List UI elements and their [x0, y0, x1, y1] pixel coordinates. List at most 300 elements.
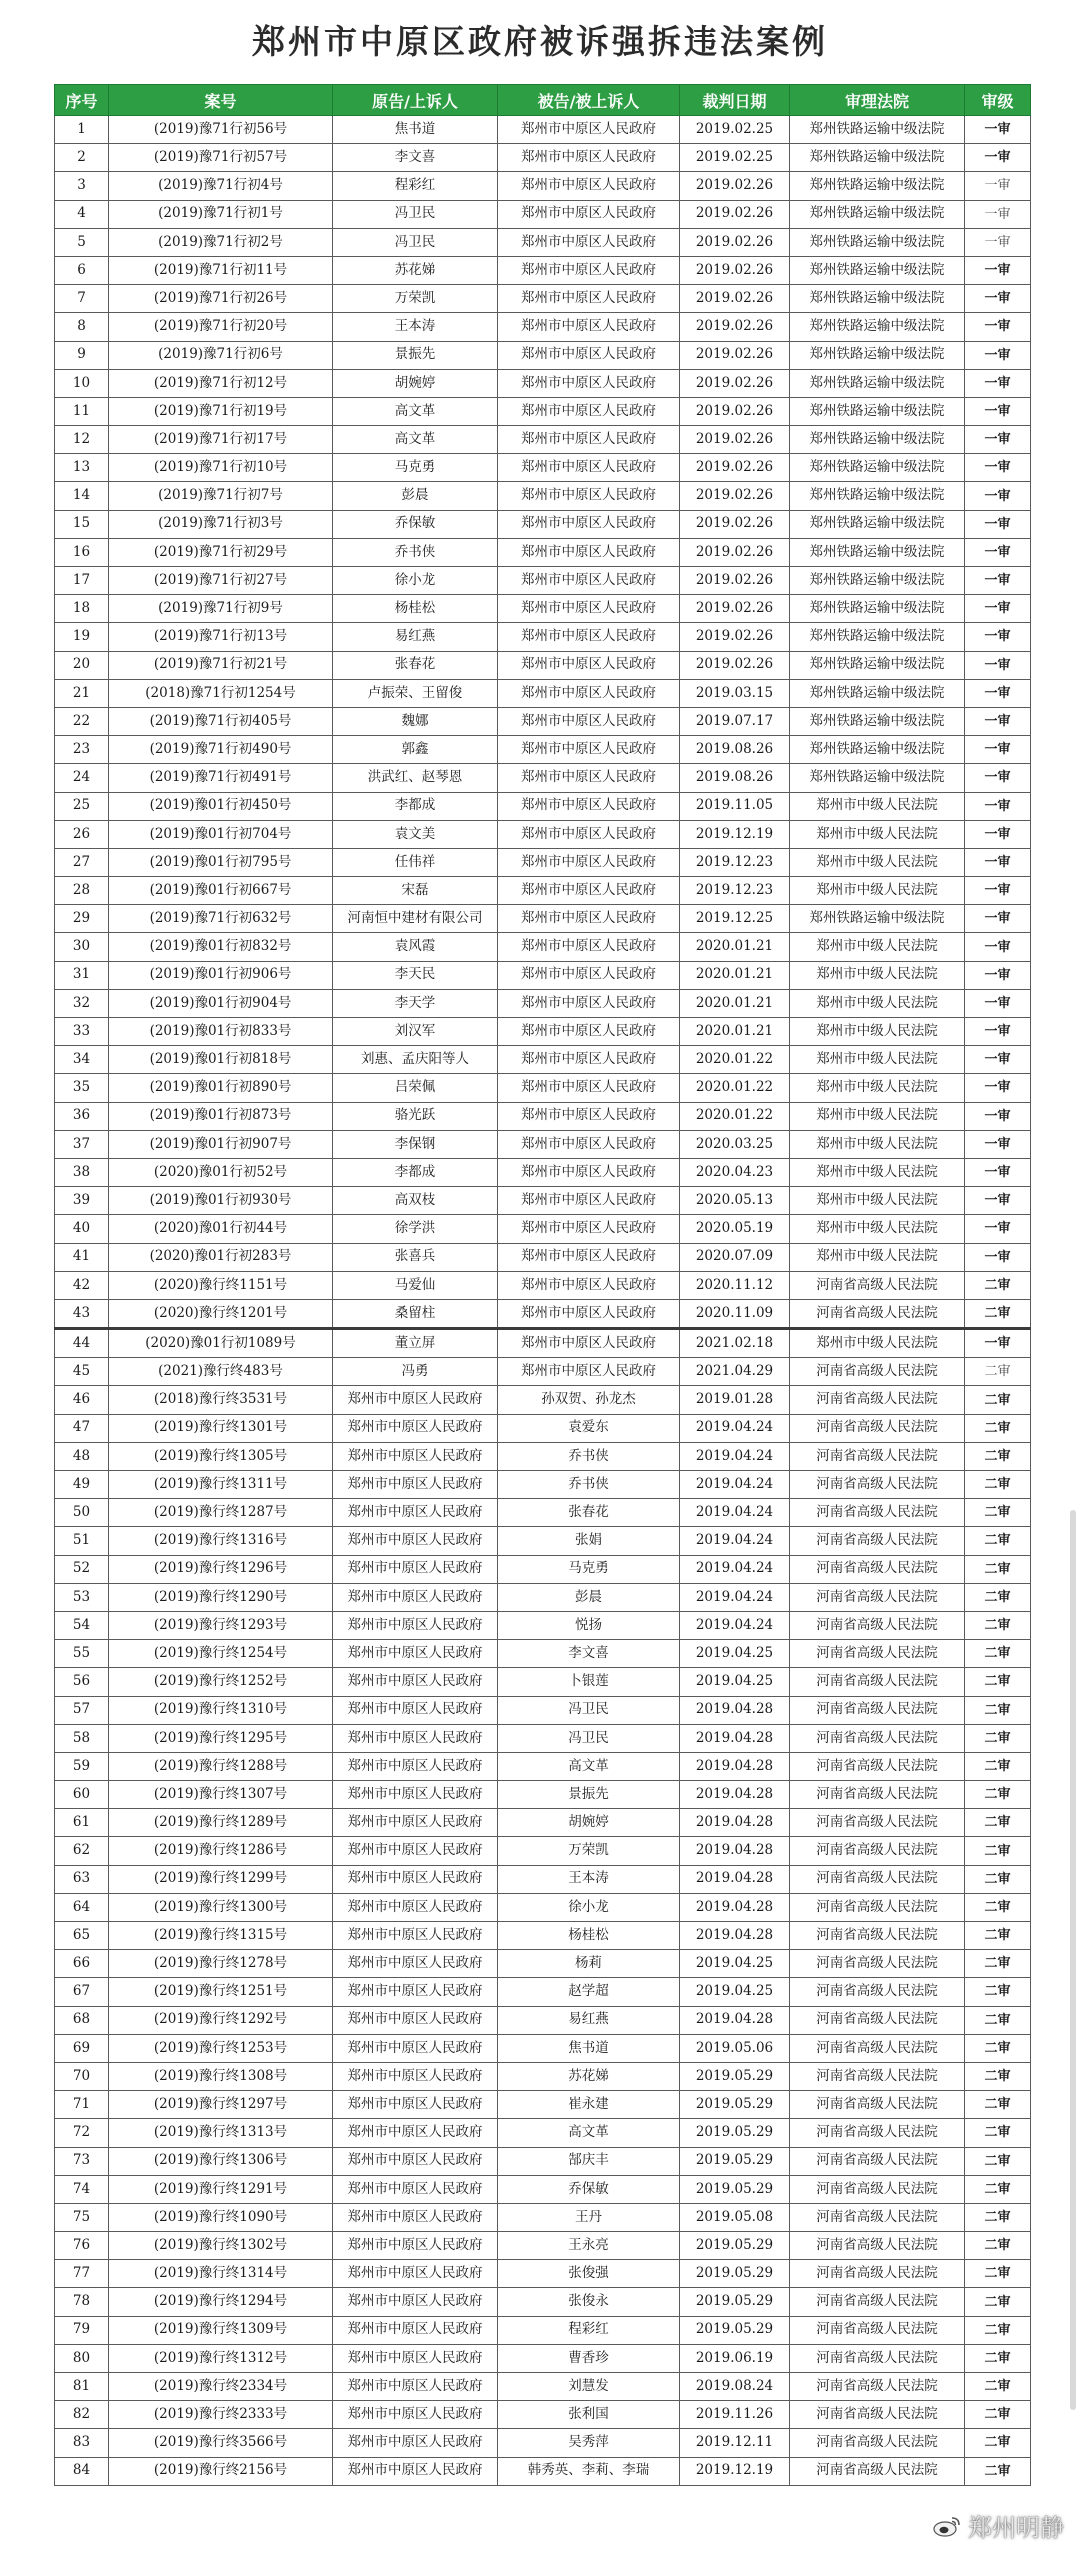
table-row: [55, 2062, 1031, 2090]
cell-defendant: 郑州市中原区人民政府: [498, 736, 680, 764]
cell-court: 河南省高级人民法院: [790, 1583, 965, 1611]
cell-court: 河南省高级人民法院: [790, 1865, 965, 1893]
cell-defendant: 郑州市中原区人民政府: [498, 877, 680, 905]
cell-trial-level: 一审: [965, 933, 1031, 961]
cell-judgment-date: 2020.01.21: [680, 933, 790, 961]
table-row: [55, 1414, 1031, 1442]
cell-index: 11: [55, 397, 109, 425]
cell-plaintiff: 张春花: [333, 651, 498, 679]
cell-trial-level: 一审: [965, 1102, 1031, 1130]
cell-defendant: 崔永建: [498, 2091, 680, 2119]
cell-plaintiff: 郑州市中原区人民政府: [333, 2062, 498, 2090]
cell-court: 河南省高级人民法院: [790, 1271, 965, 1299]
cell-defendant: 吴秀萍: [498, 2429, 680, 2457]
cell-trial-level: 一审: [965, 426, 1031, 454]
cell-plaintiff: 郑州市中原区人民政府: [333, 1414, 498, 1442]
cell-plaintiff: 李文喜: [333, 144, 498, 172]
cell-index: 33: [55, 1018, 109, 1046]
cell-case-number: (2019)豫71行初3号: [109, 510, 333, 538]
table-row: [55, 1471, 1031, 1499]
cell-case-number: (2019)豫71行初19号: [109, 397, 333, 425]
cell-case-number: (2019)豫71行初56号: [109, 116, 333, 144]
cell-judgment-date: 2019.04.25: [680, 1668, 790, 1696]
cell-case-number: (2019)豫01行初873号: [109, 1102, 333, 1130]
cell-case-number: (2020)豫01行初52号: [109, 1158, 333, 1186]
cell-trial-level: 一审: [965, 172, 1031, 200]
cell-court: 河南省高级人民法院: [790, 2203, 965, 2231]
header-trial-level: 审级: [965, 85, 1031, 116]
cell-trial-level: 二审: [965, 2429, 1031, 2457]
cell-judgment-date: 2019.04.24: [680, 1583, 790, 1611]
cell-court: 郑州市中级人民法院: [790, 961, 965, 989]
cell-plaintiff: 郑州市中原区人民政府: [333, 2260, 498, 2288]
cell-defendant: 郑州市中原区人民政府: [498, 228, 680, 256]
cell-case-number: (2019)豫71行初490号: [109, 736, 333, 764]
cell-defendant: 郑州市中原区人民政府: [498, 1102, 680, 1130]
cell-defendant: 王永亮: [498, 2232, 680, 2260]
table-row: [55, 1922, 1031, 1950]
cell-defendant: 苏花娣: [498, 2062, 680, 2090]
cell-defendant: 郑州市中原区人民政府: [498, 623, 680, 651]
cell-case-number: (2019)豫行终1305号: [109, 1442, 333, 1470]
table-row: [55, 369, 1031, 397]
cell-trial-level: 一审: [965, 1046, 1031, 1074]
cell-index: 48: [55, 1442, 109, 1470]
cell-judgment-date: 2020.01.21: [680, 1018, 790, 1046]
table-row: [55, 1668, 1031, 1696]
cell-plaintiff: 李天民: [333, 961, 498, 989]
table-row: [55, 989, 1031, 1017]
cell-index: 1: [55, 116, 109, 144]
cell-trial-level: 一审: [965, 538, 1031, 566]
table-row: [55, 877, 1031, 905]
cell-index: 55: [55, 1640, 109, 1668]
cell-plaintiff: 郑州市中原区人民政府: [333, 2034, 498, 2062]
cell-trial-level: 二审: [965, 1893, 1031, 1921]
cell-trial-level: 二审: [965, 1724, 1031, 1752]
table-row: [55, 792, 1031, 820]
cell-plaintiff: 郑州市中原区人民政府: [333, 1471, 498, 1499]
cell-case-number: (2018)豫71行初1254号: [109, 679, 333, 707]
cell-defendant: 郑州市中原区人民政府: [498, 1074, 680, 1102]
cell-defendant: 刘慧发: [498, 2373, 680, 2401]
cell-judgment-date: 2019.02.26: [680, 454, 790, 482]
cell-court: 河南省高级人民法院: [790, 1837, 965, 1865]
cell-court: 河南省高级人民法院: [790, 1893, 965, 1921]
cell-judgment-date: 2019.04.28: [680, 1837, 790, 1865]
cell-case-number: (2020)豫01行初283号: [109, 1243, 333, 1271]
cell-judgment-date: 2019.05.29: [680, 2091, 790, 2119]
cell-trial-level: 一审: [965, 905, 1031, 933]
cell-judgment-date: 2020.05.19: [680, 1215, 790, 1243]
cell-index: 72: [55, 2119, 109, 2147]
table-header-row: [55, 85, 1031, 116]
table-row: [55, 1243, 1031, 1271]
cell-defendant: 张娟: [498, 1527, 680, 1555]
table-row: [55, 1950, 1031, 1978]
cell-case-number: (2019)豫行终1309号: [109, 2316, 333, 2344]
cell-plaintiff: 郑州市中原区人民政府: [333, 1583, 498, 1611]
cell-case-number: (2019)豫行终1294号: [109, 2288, 333, 2316]
cell-trial-level: 二审: [965, 1781, 1031, 1809]
cell-trial-level: 一审: [965, 313, 1031, 341]
cell-judgment-date: 2019.02.26: [680, 285, 790, 313]
cell-plaintiff: 河南恒中建材有限公司: [333, 905, 498, 933]
cell-case-number: (2019)豫行终1300号: [109, 1893, 333, 1921]
cell-trial-level: 一审: [965, 256, 1031, 284]
cell-judgment-date: 2019.02.26: [680, 397, 790, 425]
cell-defendant: 郑州市中原区人民政府: [498, 961, 680, 989]
cell-trial-level: 一审: [965, 200, 1031, 228]
cell-judgment-date: 2019.04.28: [680, 2006, 790, 2034]
cell-defendant: 乔书侠: [498, 1471, 680, 1499]
cell-judgment-date: 2021.04.29: [680, 1358, 790, 1386]
cell-index: 54: [55, 1611, 109, 1639]
case-table: [54, 84, 1031, 2486]
table-row: [55, 1752, 1031, 1780]
scrollbar[interactable]: [1070, 1510, 1076, 2410]
table-row: [55, 1837, 1031, 1865]
cell-judgment-date: 2019.05.29: [680, 2175, 790, 2203]
cell-index: 40: [55, 1215, 109, 1243]
table-row: [55, 313, 1031, 341]
cell-judgment-date: 2019.02.26: [680, 595, 790, 623]
cell-index: 81: [55, 2373, 109, 2401]
cell-court: 郑州市中级人民法院: [790, 1158, 965, 1186]
table-row: [55, 1018, 1031, 1046]
cell-case-number: (2019)豫71行初405号: [109, 707, 333, 735]
cell-court: 郑州铁路运输中级法院: [790, 567, 965, 595]
cell-index: 38: [55, 1158, 109, 1186]
cell-case-number: (2019)豫71行初12号: [109, 369, 333, 397]
header-judgment-date: 裁判日期: [680, 85, 790, 116]
cell-trial-level: 一审: [965, 877, 1031, 905]
cell-plaintiff: 郑州市中原区人民政府: [333, 2232, 498, 2260]
cell-court: 河南省高级人民法院: [790, 1668, 965, 1696]
cell-index: 27: [55, 848, 109, 876]
cell-trial-level: 二审: [965, 1499, 1031, 1527]
cell-judgment-date: 2019.04.24: [680, 1527, 790, 1555]
cell-defendant: 马克勇: [498, 1555, 680, 1583]
cell-trial-level: 二审: [965, 1752, 1031, 1780]
cell-plaintiff: 乔书侠: [333, 538, 498, 566]
cell-defendant: 郑州市中原区人民政府: [498, 116, 680, 144]
table-row: [55, 256, 1031, 284]
cell-trial-level: 一审: [965, 595, 1031, 623]
table-row: [55, 1130, 1031, 1158]
cell-defendant: 张俊强: [498, 2260, 680, 2288]
cell-defendant: 悦扬: [498, 1611, 680, 1639]
cell-defendant: 郑州市中原区人民政府: [498, 256, 680, 284]
cell-case-number: (2019)豫行终1302号: [109, 2232, 333, 2260]
cell-judgment-date: 2020.11.09: [680, 1299, 790, 1328]
watermark-text: 郑州明静: [968, 2514, 1064, 2542]
cell-defendant: 郑州市中原区人民政府: [498, 792, 680, 820]
cell-defendant: 万荣凯: [498, 1837, 680, 1865]
cell-case-number: (2019)豫71行初11号: [109, 256, 333, 284]
cell-case-number: (2019)豫71行初20号: [109, 313, 333, 341]
cell-court: 郑州铁路运输中级法院: [790, 764, 965, 792]
table-row: [55, 1893, 1031, 1921]
cell-index: 78: [55, 2288, 109, 2316]
cell-index: 83: [55, 2429, 109, 2457]
cell-trial-level: 一审: [965, 454, 1031, 482]
table-row: [55, 1724, 1031, 1752]
cell-judgment-date: 2019.02.26: [680, 256, 790, 284]
table-row: [55, 1158, 1031, 1186]
cell-court: 河南省高级人民法院: [790, 1299, 965, 1328]
header-defendant: 被告/被上诉人: [498, 85, 680, 116]
cell-plaintiff: 高文革: [333, 426, 498, 454]
cell-index: 82: [55, 2401, 109, 2429]
table-row: [55, 1442, 1031, 1470]
cell-trial-level: 二审: [965, 2260, 1031, 2288]
cell-judgment-date: 2019.04.24: [680, 1442, 790, 1470]
cell-defendant: 王本涛: [498, 1865, 680, 1893]
cell-case-number: (2019)豫行终3566号: [109, 2429, 333, 2457]
cell-case-number: (2019)豫71行初2号: [109, 228, 333, 256]
cell-trial-level: 一审: [965, 482, 1031, 510]
cell-plaintiff: 郑州市中原区人民政府: [333, 1922, 498, 1950]
cell-plaintiff: 张喜兵: [333, 1243, 498, 1271]
cell-case-number: (2019)豫行终2156号: [109, 2457, 333, 2485]
cell-plaintiff: 董立屏: [333, 1329, 498, 1358]
cell-court: 河南省高级人民法院: [790, 1442, 965, 1470]
cell-plaintiff: 郑州市中原区人民政府: [333, 2091, 498, 2119]
table-row: [55, 200, 1031, 228]
cell-case-number: (2019)豫01行初906号: [109, 961, 333, 989]
cell-judgment-date: 2019.01.28: [680, 1386, 790, 1414]
cell-trial-level: 二审: [965, 2062, 1031, 2090]
cell-court: 河南省高级人民法院: [790, 1358, 965, 1386]
cell-judgment-date: 2020.05.13: [680, 1187, 790, 1215]
cell-trial-level: 一审: [965, 792, 1031, 820]
cell-court: 郑州铁路运输中级法院: [790, 285, 965, 313]
cell-defendant: 袁爱东: [498, 1414, 680, 1442]
table-row: [55, 1781, 1031, 1809]
cell-case-number: (2020)豫行终1151号: [109, 1271, 333, 1299]
cell-case-number: (2019)豫行终1308号: [109, 2062, 333, 2090]
cell-court: 郑州铁路运输中级法院: [790, 256, 965, 284]
table-row: [55, 2034, 1031, 2062]
cell-judgment-date: 2019.05.29: [680, 2260, 790, 2288]
table-row: [55, 1299, 1031, 1328]
cell-index: 31: [55, 961, 109, 989]
cell-defendant: 郑州市中原区人民政府: [498, 848, 680, 876]
cell-plaintiff: 任伟祥: [333, 848, 498, 876]
cell-judgment-date: 2020.01.22: [680, 1102, 790, 1130]
cell-index: 10: [55, 369, 109, 397]
cell-trial-level: 二审: [965, 1555, 1031, 1583]
cell-index: 62: [55, 1837, 109, 1865]
table-row: [55, 1329, 1031, 1358]
cell-judgment-date: 2019.11.05: [680, 792, 790, 820]
cell-defendant: 乔保敏: [498, 2175, 680, 2203]
table-row: [55, 1555, 1031, 1583]
cell-judgment-date: 2019.11.26: [680, 2401, 790, 2429]
table-row: [55, 1865, 1031, 1893]
table-row: [55, 2091, 1031, 2119]
table-row: [55, 510, 1031, 538]
table-row: [55, 1499, 1031, 1527]
cell-index: 13: [55, 454, 109, 482]
cell-index: 56: [55, 1668, 109, 1696]
cell-judgment-date: 2019.08.24: [680, 2373, 790, 2401]
cell-case-number: (2019)豫行终1278号: [109, 1950, 333, 1978]
cell-plaintiff: 郑州市中原区人民政府: [333, 1442, 498, 1470]
table-row: [55, 426, 1031, 454]
cell-judgment-date: 2019.04.28: [680, 1865, 790, 1893]
cell-defendant: 郑州市中原区人民政府: [498, 510, 680, 538]
cell-index: 3: [55, 172, 109, 200]
cell-plaintiff: 郑州市中原区人民政府: [333, 2429, 498, 2457]
cell-judgment-date: 2019.04.28: [680, 1809, 790, 1837]
cell-court: 郑州铁路运输中级法院: [790, 538, 965, 566]
cell-case-number: (2019)豫行终1254号: [109, 1640, 333, 1668]
cell-index: 41: [55, 1243, 109, 1271]
cell-index: 42: [55, 1271, 109, 1299]
cell-trial-level: 一审: [965, 961, 1031, 989]
cell-plaintiff: 郑州市中原区人民政府: [333, 1611, 498, 1639]
cell-case-number: (2019)豫行终2334号: [109, 2373, 333, 2401]
cell-judgment-date: 2019.05.29: [680, 2062, 790, 2090]
cell-judgment-date: 2019.03.15: [680, 679, 790, 707]
cell-index: 64: [55, 1893, 109, 1921]
cell-judgment-date: 2019.05.29: [680, 2119, 790, 2147]
cell-case-number: (2019)豫71行初21号: [109, 651, 333, 679]
cell-court: 河南省高级人民法院: [790, 2457, 965, 2485]
cell-trial-level: 一审: [965, 1243, 1031, 1271]
cell-plaintiff: 郑州市中原区人民政府: [333, 1809, 498, 1837]
cell-trial-level: 二审: [965, 1299, 1031, 1328]
cell-plaintiff: 程彩红: [333, 172, 498, 200]
cell-trial-level: 一审: [965, 341, 1031, 369]
cell-court: 河南省高级人民法院: [790, 1781, 965, 1809]
cell-index: 5: [55, 228, 109, 256]
table-row: [55, 2373, 1031, 2401]
cell-trial-level: 一审: [965, 707, 1031, 735]
cell-court: 河南省高级人民法院: [790, 2232, 965, 2260]
cell-court: 郑州铁路运输中级法院: [790, 313, 965, 341]
cell-case-number: (2019)豫01行初833号: [109, 1018, 333, 1046]
cell-defendant: 郑州市中原区人民政府: [498, 905, 680, 933]
cell-index: 52: [55, 1555, 109, 1583]
cell-defendant: 王丹: [498, 2203, 680, 2231]
cell-defendant: 曹香珍: [498, 2344, 680, 2372]
cell-judgment-date: 2019.04.28: [680, 1752, 790, 1780]
cell-defendant: 高文革: [498, 1752, 680, 1780]
cell-case-number: (2019)豫行终1287号: [109, 1499, 333, 1527]
cell-court: 郑州铁路运输中级法院: [790, 707, 965, 735]
cell-trial-level: 二审: [965, 2344, 1031, 2372]
cell-plaintiff: 郑州市中原区人民政府: [333, 2147, 498, 2175]
cell-case-number: (2019)豫71行初7号: [109, 482, 333, 510]
cell-trial-level: 二审: [965, 2316, 1031, 2344]
cell-defendant: 徐小龙: [498, 1893, 680, 1921]
cell-defendant: 焦书道: [498, 2034, 680, 2062]
cell-plaintiff: 郑州市中原区人民政府: [333, 2316, 498, 2344]
cell-index: 15: [55, 510, 109, 538]
table-row: [55, 623, 1031, 651]
cell-trial-level: 二审: [965, 1837, 1031, 1865]
cell-defendant: 李文喜: [498, 1640, 680, 1668]
cell-index: 50: [55, 1499, 109, 1527]
cell-index: 23: [55, 736, 109, 764]
cell-defendant: 张春花: [498, 1499, 680, 1527]
cell-trial-level: 二审: [965, 2288, 1031, 2316]
cell-trial-level: 一审: [965, 679, 1031, 707]
case-table-container: [54, 84, 1030, 2486]
cell-trial-level: 一审: [965, 1215, 1031, 1243]
cell-court: 河南省高级人民法院: [790, 1386, 965, 1414]
cell-court: 郑州铁路运输中级法院: [790, 736, 965, 764]
cell-judgment-date: 2019.08.26: [680, 764, 790, 792]
cell-plaintiff: 郑州市中原区人民政府: [333, 1752, 498, 1780]
cell-trial-level: 一审: [965, 651, 1031, 679]
cell-plaintiff: 桑留柱: [333, 1299, 498, 1328]
cell-case-number: (2019)豫行终1251号: [109, 1978, 333, 2006]
cell-court: 郑州市中级人民法院: [790, 989, 965, 1017]
cell-judgment-date: 2020.07.09: [680, 1243, 790, 1271]
cell-case-number: (2019)豫01行初930号: [109, 1187, 333, 1215]
cell-case-number: (2020)豫行终1201号: [109, 1299, 333, 1328]
weibo-logo-icon: [932, 2514, 962, 2538]
cell-defendant: 郑州市中原区人民政府: [498, 1187, 680, 1215]
table-row: [55, 1386, 1031, 1414]
cell-plaintiff: 徐学洪: [333, 1215, 498, 1243]
cell-plaintiff: 郑州市中原区人民政府: [333, 2344, 498, 2372]
cell-trial-level: 一审: [965, 228, 1031, 256]
cell-judgment-date: 2020.01.22: [680, 1046, 790, 1074]
cell-case-number: (2019)豫71行初57号: [109, 144, 333, 172]
cell-case-number: (2019)豫71行初17号: [109, 426, 333, 454]
cell-defendant: 郑州市中原区人民政府: [498, 341, 680, 369]
cell-index: 84: [55, 2457, 109, 2485]
table-row: [55, 848, 1031, 876]
cell-plaintiff: 袁文美: [333, 820, 498, 848]
table-row: [55, 285, 1031, 313]
cell-index: 30: [55, 933, 109, 961]
cell-trial-level: 二审: [965, 1386, 1031, 1414]
cell-trial-level: 二审: [965, 1611, 1031, 1639]
cell-court: 河南省高级人民法院: [790, 2006, 965, 2034]
cell-case-number: (2019)豫01行初795号: [109, 848, 333, 876]
table-row: [55, 454, 1031, 482]
cell-judgment-date: 2019.04.24: [680, 1471, 790, 1499]
cell-court: 河南省高级人民法院: [790, 1978, 965, 2006]
cell-trial-level: 一审: [965, 144, 1031, 172]
cell-trial-level: 二审: [965, 2034, 1031, 2062]
cell-case-number: (2019)豫71行初13号: [109, 623, 333, 651]
cell-defendant: 郑州市中原区人民政府: [498, 482, 680, 510]
cell-plaintiff: 郑州市中原区人民政府: [333, 1640, 498, 1668]
cell-trial-level: 一审: [965, 567, 1031, 595]
cell-trial-level: 一审: [965, 736, 1031, 764]
cell-judgment-date: 2019.04.28: [680, 1781, 790, 1809]
watermark: [932, 2508, 1064, 2543]
cell-trial-level: 二审: [965, 1668, 1031, 1696]
header-court: 审理法院: [790, 85, 965, 116]
cell-plaintiff: 郑州市中原区人民政府: [333, 1893, 498, 1921]
cell-court: 郑州铁路运输中级法院: [790, 454, 965, 482]
cell-index: 12: [55, 426, 109, 454]
cell-judgment-date: 2019.04.24: [680, 1499, 790, 1527]
cell-case-number: (2019)豫01行初667号: [109, 877, 333, 905]
cell-court: 郑州铁路运输中级法院: [790, 905, 965, 933]
cell-plaintiff: 刘汉军: [333, 1018, 498, 1046]
cell-court: 郑州市中级人民法院: [790, 877, 965, 905]
cell-court: 河南省高级人民法院: [790, 1950, 965, 1978]
